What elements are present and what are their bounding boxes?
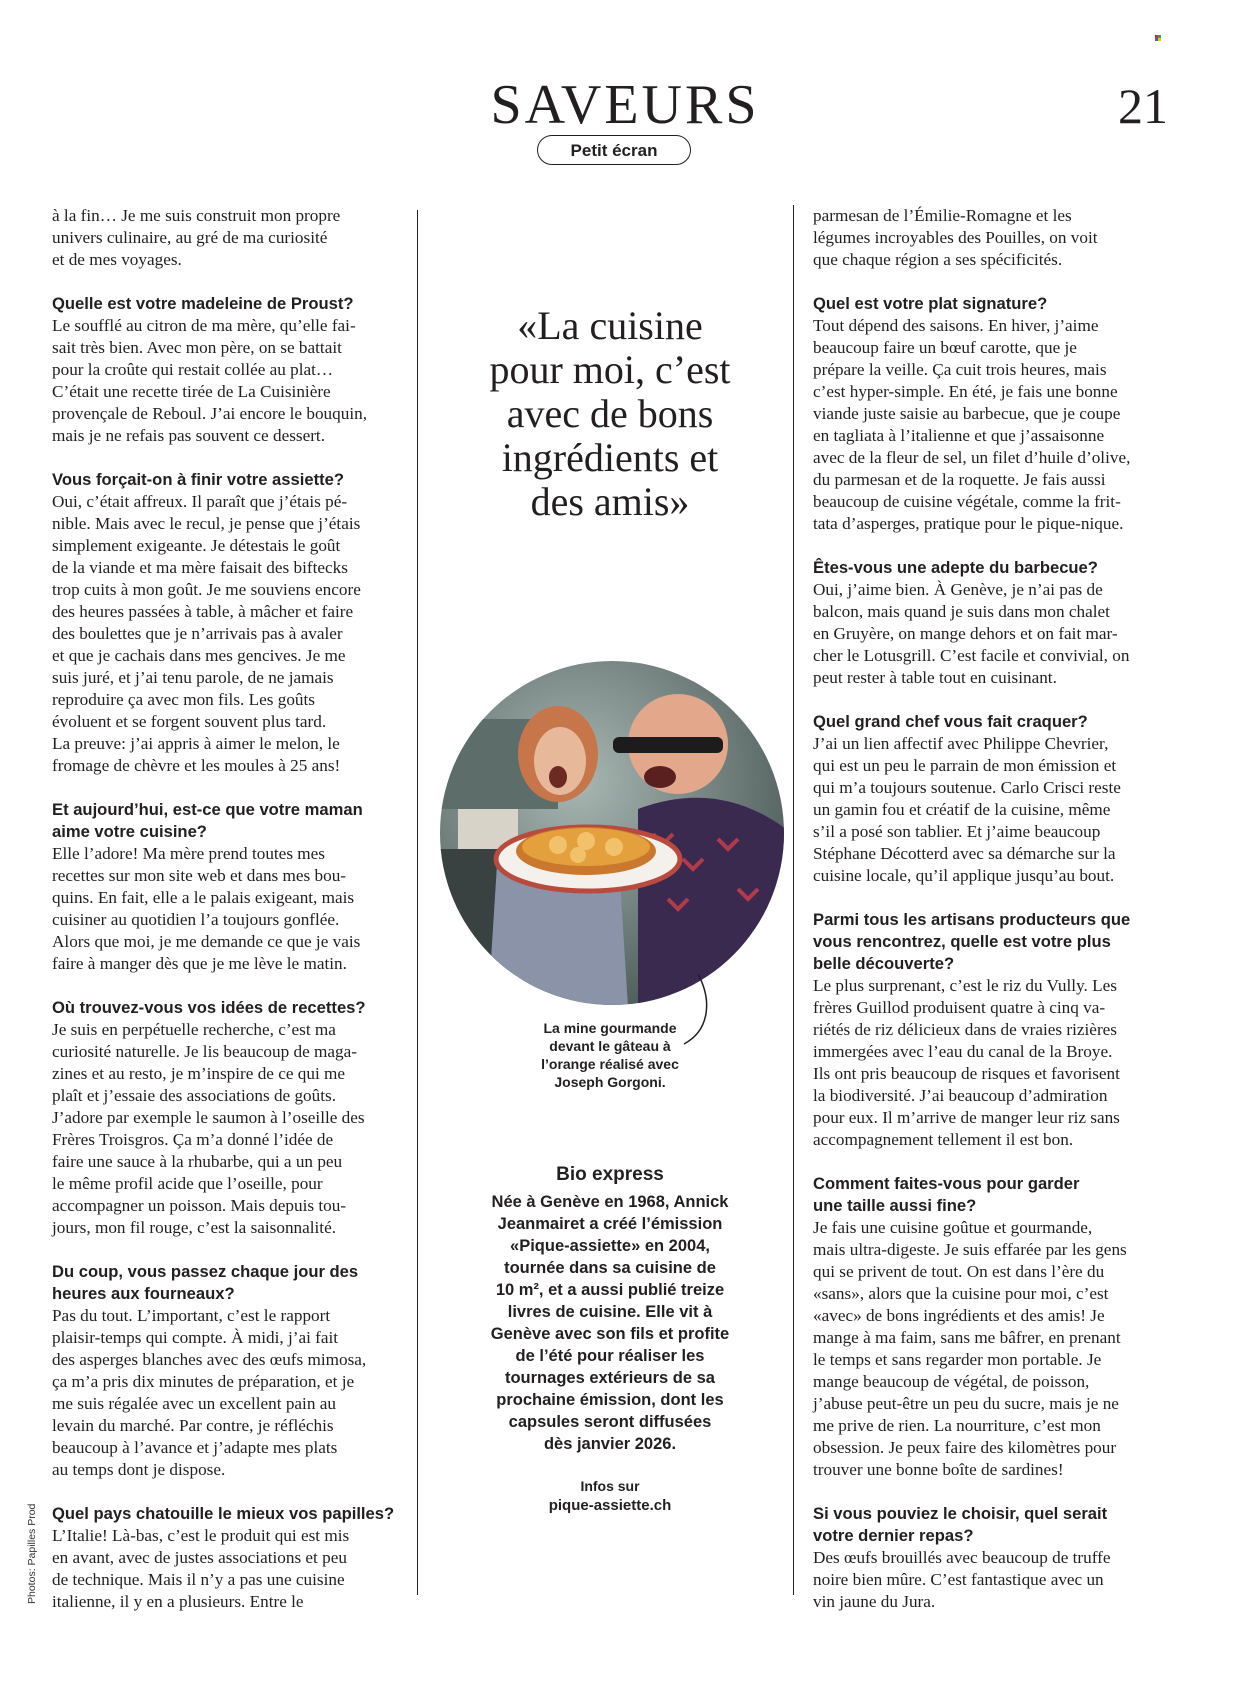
interview-question-line: Si vous pouviez le choisir, quel serait <box>813 1504 1108 1523</box>
photo-credit: Photos: Papilles Prod <box>26 1503 38 1604</box>
answer-text-line: L’Italie! Là-bas, c’est le produit qui est mis <box>52 1526 350 1545</box>
paragraph-gap <box>813 1481 1183 1503</box>
answer-text-line: reproduire ça avec mon fils. Les goûts <box>52 690 315 709</box>
answer-text-line: parmesan de l’Émilie-Romagne et les <box>813 206 1072 225</box>
caption-line: La mine gourmande <box>543 1020 677 1036</box>
answer-text-line: tata d’asperges, pratique pour le pique-nique. <box>813 514 1124 533</box>
paragraph-gap <box>52 777 422 799</box>
interview-question-line: Êtes-vous une adepte du barbecue? <box>813 558 1098 577</box>
answer-text-line: immergées avec l’eau du canal de la Broye. <box>813 1042 1113 1061</box>
bio-line: tournée dans sa cuisine de <box>504 1259 716 1277</box>
interview-question-line: votre dernier repas? <box>813 1526 974 1545</box>
pull-quote <box>470 304 750 524</box>
bio-line: Genève avec son fils et profite <box>490 1325 730 1343</box>
answer-text-line: et de mes voyages. <box>52 250 182 269</box>
bio-line: 10 m², et a aussi publié treize <box>495 1281 725 1299</box>
interview-question-line: Quel est votre plat signature? <box>813 294 1048 313</box>
answer-text-line: suis juré, et j’ai tenu parole, de ne jamais <box>52 668 334 687</box>
answer-text-line: mange à ma faim, sans me bâfrer, en prenant <box>813 1328 1121 1347</box>
answer-text-line: Pas du tout. L’important, c’est le rapport <box>52 1306 331 1325</box>
answer-text-line: peut rester à table tout en cuisinant. <box>813 668 1057 687</box>
answer-text-line: j’abuse peut-être un peu du sucre, mais je ne <box>813 1394 1119 1413</box>
answer-text-line: Je suis en perpétuelle recherche, c’est ma <box>52 1020 336 1039</box>
answer-text-line: zines et au resto, je m’inspire de ce qui me <box>52 1064 346 1083</box>
answer-text-line: Oui, c’était affreux. Il paraît que j’étais pé- <box>52 492 348 511</box>
answer-text-line: Elle l’adore! Ma mère prend toutes mes <box>52 844 325 863</box>
answer-text-line: mais je ne refais pas souvent ce dessert. <box>52 426 325 445</box>
answer-text-line: accompagnement tellement il est bon. <box>813 1130 1074 1149</box>
answer-text-line: La preuve: j’ai appris à aimer le melon, le <box>52 734 340 753</box>
paragraph-gap <box>52 975 422 997</box>
page-number: 21 <box>1118 78 1168 134</box>
interview-question-line: Vous forçait-on à finir votre assiette? <box>52 470 344 489</box>
section-title: SAVEURS <box>490 74 760 136</box>
answer-text-line: beaucoup faire un bœuf carotte, que je <box>813 338 1077 357</box>
answer-text-line: sait très bien. Avec mon père, on se battait <box>52 338 342 357</box>
interview-question-line: Et aujourd’hui, est-ce que votre maman <box>52 800 363 819</box>
answer-text-line: obsession. Je peux faire des kilomètres pour <box>813 1438 1117 1457</box>
answer-text-line: qui se privent de tout. On est dans l’ère du <box>813 1262 1105 1281</box>
answer-text-line: univers culinaire, au gré de ma curiosité <box>52 228 328 247</box>
photo-caption <box>500 1019 720 1091</box>
column-rule-right <box>793 205 794 1595</box>
interview-question-line: Du coup, vous passez chaque jour des <box>52 1262 359 1281</box>
paragraph-gap <box>813 271 1183 293</box>
answer-text-line: et que je cachais dans mes gencives. Je me <box>52 646 346 665</box>
answer-text-line: c’est hyper-simple. En été, je fais une bonne <box>813 382 1118 401</box>
pull-quote-line: pour moi, c’est <box>489 347 731 392</box>
bio-title: Bio express <box>556 1164 664 1185</box>
interview-question-line: Comment faites-vous pour garder <box>813 1174 1080 1193</box>
answer-text-line: Je fais une cuisine goûtue et gourmande, <box>813 1218 1093 1237</box>
answer-text-line: cher le Lotusgrill. C’est facile et convivial, on <box>813 646 1130 665</box>
bio-line: capsules seront diffusées <box>508 1413 712 1431</box>
answer-text-line: à la fin… Je me suis construit mon propre <box>52 206 341 225</box>
answer-text-line: des boulettes que je n’arrivais pas à avaler <box>52 624 343 643</box>
paragraph-gap <box>813 887 1183 909</box>
answer-text-line: qui m’a toujours soutenue. Carlo Crisci reste <box>813 778 1121 797</box>
answer-text-line: pour eux. Il m’arrive de manger leur riz sans <box>813 1108 1120 1127</box>
answer-text-line: provençale de Reboul. J’ai encore le bouquin, <box>52 404 367 423</box>
answer-text-line: quins. En fait, elle a le palais exigeant, mais <box>52 888 355 907</box>
paragraph-gap <box>813 1151 1183 1173</box>
bio-line: Née à Genève en 1968, Annick <box>491 1193 729 1211</box>
answer-text-line: plaisir-temps qui compte. À midi, j’ai fait <box>52 1328 339 1347</box>
pull-quote-line: avec de bons <box>506 391 714 436</box>
paragraph-gap <box>52 1239 422 1261</box>
answer-text-line: mais ultra-digeste. Je suis effarée par les gens <box>813 1240 1127 1259</box>
bio-text <box>470 1191 750 1455</box>
answer-text-line: trouver une bonne boîte de sardines! <box>813 1460 1064 1479</box>
answer-text-line: beaucoup à l’avance et j’adapte mes plats <box>52 1438 338 1457</box>
interview-question-line: belle découverte? <box>813 954 955 973</box>
interview-question-line: Parmi tous les artisans producteurs que <box>813 910 1131 929</box>
answer-text-line: un gamin fou et créatif de la cuisine, même <box>813 800 1111 819</box>
pull-quote-line: «La cuisine <box>517 303 703 348</box>
answer-text-line: le même profil acide que l’oseille, pour <box>52 1174 323 1193</box>
article-column-left <box>52 205 422 1613</box>
answer-text-line: prépare la veille. Ça cuit trois heures, mais <box>813 360 1107 379</box>
answer-text-line: en tagliata à l’italienne et que j’assaisonne <box>813 426 1105 445</box>
interview-question-line: heures aux fourneaux? <box>52 1284 235 1303</box>
paragraph-gap <box>52 447 422 469</box>
answer-text-line: des asperges blanches avec des œufs mimosa, <box>52 1350 367 1369</box>
interview-question-line: vous rencontrez, quelle est votre plus <box>813 932 1111 951</box>
color-registration-mark <box>1155 35 1161 41</box>
answer-text-line: recettes sur mon site web et dans mes bou- <box>52 866 347 885</box>
answer-text-line: ça m’a pris dix minutes de préparation, et je <box>52 1372 355 1391</box>
answer-text-line: nible. Mais avec le recul, je pense que j’étais <box>52 514 361 533</box>
answer-text-line: J’adore par exemple le saumon à l’oseille des <box>52 1108 365 1127</box>
bio-line: livres de cuisine. Elle vit à <box>507 1303 713 1321</box>
paragraph-gap <box>52 271 422 293</box>
answer-text-line: Frères Troisgros. Ça m’a donné l’idée de <box>52 1130 334 1149</box>
bio-line: tournages extérieurs de sa <box>504 1369 715 1387</box>
interview-question-line: Quelle est votre madeleine de Proust? <box>52 294 354 313</box>
answer-text-line: le temps et sans regarder mon portable. Je <box>813 1350 1102 1369</box>
answer-text-line: des heures passées à table, à mâcher et faire <box>52 602 354 621</box>
answer-text-line: Le soufflé au citron de ma mère, qu’elle fai- <box>52 316 356 335</box>
answer-text-line: cuisine locale, qu’il applique jusqu’au bout. <box>813 866 1115 885</box>
answer-text-line: vin jaune du Jura. <box>813 1592 936 1611</box>
answer-text-line: «avec» de bons ingrédients et des amis! Je <box>813 1306 1105 1325</box>
answer-text-line: italienne, il y en a plusieurs. Entre le <box>52 1592 304 1611</box>
answer-text-line: du parmesan et de la roquette. Je fais aussi <box>813 470 1106 489</box>
answer-text-line: J’ai un lien affectif avec Philippe Chevrier, <box>813 734 1109 753</box>
bio-line: prochaine émission, dont les <box>496 1391 724 1409</box>
paragraph-gap <box>52 1481 422 1503</box>
answer-text-line: Le plus surprenant, c’est le riz du Vully. Les <box>813 976 1117 995</box>
answer-text-line: noire bien mûre. C’est fantastique avec un <box>813 1570 1104 1589</box>
answer-text-line: frères Guillod produisent quatre à cinq va- <box>813 998 1106 1017</box>
paragraph-gap <box>813 535 1183 557</box>
answer-text-line: avec de la fleur de sel, un filet d’huile d’olive, <box>813 448 1131 467</box>
answer-text-line: la biodiversité. J’ai beaucoup d’admiration <box>813 1086 1108 1105</box>
answer-text-line: Ils ont pris beaucoup de risques et favorisent <box>813 1064 1120 1083</box>
answer-text-line: en avant, avec de justes associations et peu <box>52 1548 347 1567</box>
answer-text-line: trop cuits à mon goût. Je me souviens encore <box>52 580 361 599</box>
answer-text-line: évoluent et se forgent souvent plus tard. <box>52 712 327 731</box>
answer-text-line: qui est un peu le parrain de mon émission et <box>813 756 1117 775</box>
article-column-right <box>813 205 1183 1613</box>
answer-text-line: levain du marché. Par contre, je réfléchis <box>52 1416 334 1435</box>
answer-text-line: curiosité naturelle. Je lis beaucoup de maga- <box>52 1042 357 1061</box>
answer-text-line: Stéphane Décotterd avec sa démarche sur la <box>813 844 1116 863</box>
infos-label: Infos sur <box>580 1478 640 1494</box>
answer-text-line: riétés de riz délicieux dans de vraies rizières <box>813 1020 1117 1039</box>
bio-line: Jeanmairet a créé l’émission <box>497 1215 723 1233</box>
pull-quote-line: des amis» <box>530 479 690 524</box>
answer-text-line: pour la croûte qui restait collée au plat… <box>52 360 334 379</box>
answer-text-line: beaucoup de cuisine végétale, comme la frit- <box>813 492 1121 511</box>
answer-text-line: Tout dépend des saisons. En hiver, j’aime <box>813 316 1099 335</box>
answer-text-line: «sans», alors que la cuisine pour moi, c’est <box>813 1284 1109 1303</box>
answer-text-line: faire à manger dès que je me lève le matin. <box>52 954 347 973</box>
interview-question-line: une taille aussi fine? <box>813 1196 977 1215</box>
caption-line: l’orange réalisé avec <box>541 1056 679 1072</box>
paragraph-gap <box>813 689 1183 711</box>
caption-line: devant le gâteau à <box>549 1038 671 1054</box>
answer-text-line: fromage de chèvre et les moules à 25 ans! <box>52 756 341 775</box>
answer-text-line: accompagner un poisson. Mais depuis tou- <box>52 1196 347 1215</box>
answer-text-line: Alors que moi, je me demande ce que je vais <box>52 932 361 951</box>
caption-line: Joseph Gorgoni. <box>554 1074 666 1090</box>
answer-text-line: Des œufs brouillés avec beaucoup de truffe <box>813 1548 1111 1567</box>
answer-text-line: que chaque région a ses spécificités. <box>813 250 1063 269</box>
rubric-label: Petit écran <box>537 135 691 165</box>
answer-text-line: de la viande et ma mère faisait des biftecks <box>52 558 348 577</box>
answer-text-line: Oui, j’aime bien. À Genève, je n’ai pas de <box>813 580 1103 599</box>
answer-text-line: viande juste saisie au barbecue, que je coupe <box>813 404 1121 423</box>
answer-text-line: jours, mon fil rouge, c’est la saisonnalité. <box>52 1218 337 1237</box>
answer-text-line: légumes incroyables des Pouilles, on voit <box>813 228 1098 247</box>
answer-text-line: balcon, mais quand je suis dans mon chalet <box>813 602 1110 621</box>
interview-question-line: aime votre cuisine? <box>52 822 207 841</box>
answer-text-line: s’il a posé son tablier. Et j’aime beaucoup <box>813 822 1101 841</box>
answer-text-line: plaît et j’essaie des associations de goûts. <box>52 1086 337 1105</box>
answer-text-line: cuisiner au quotidien l’a toujours gonflée. <box>52 910 340 929</box>
answer-text-line: me suis régalée avec un excellent pain au <box>52 1394 336 1413</box>
bio-line: dès janvier 2026. <box>543 1435 677 1453</box>
pull-quote-line: ingrédients et <box>501 435 719 480</box>
answer-text-line: en Gruyère, on mange dehors et on fait mar- <box>813 624 1118 643</box>
bio-line: «Pique-assiette» en 2004, <box>510 1237 710 1255</box>
answer-text-line: C’était une recette tirée de La Cuisinière <box>52 382 331 401</box>
answer-text-line: de technique. Mais il n’y a pas une cuisine <box>52 1570 345 1589</box>
bio-line: de l’été pour réaliser les <box>515 1347 705 1365</box>
interview-question-line: Quel grand chef vous fait craquer? <box>813 712 1088 731</box>
photo-cook-and-guest-with-cake <box>438 659 786 1007</box>
website-link[interactable]: pique-assiette.ch <box>548 1497 672 1514</box>
answer-text-line: faire une sauce à la rhubarbe, qui a un peu <box>52 1152 343 1171</box>
answer-text-line: au temps dont je dispose. <box>52 1460 226 1479</box>
answer-text-line: me prive de rien. La nourriture, c’est mon <box>813 1416 1101 1435</box>
answer-text-line: simplement exigeante. Je détestais le goût <box>52 536 341 555</box>
interview-question-line: Où trouvez-vous vos idées de recettes? <box>52 998 366 1017</box>
interview-question-line: Quel pays chatouille le mieux vos papilles? <box>52 1504 395 1523</box>
answer-text-line: mange beaucoup de végétal, de poisson, <box>813 1372 1090 1391</box>
